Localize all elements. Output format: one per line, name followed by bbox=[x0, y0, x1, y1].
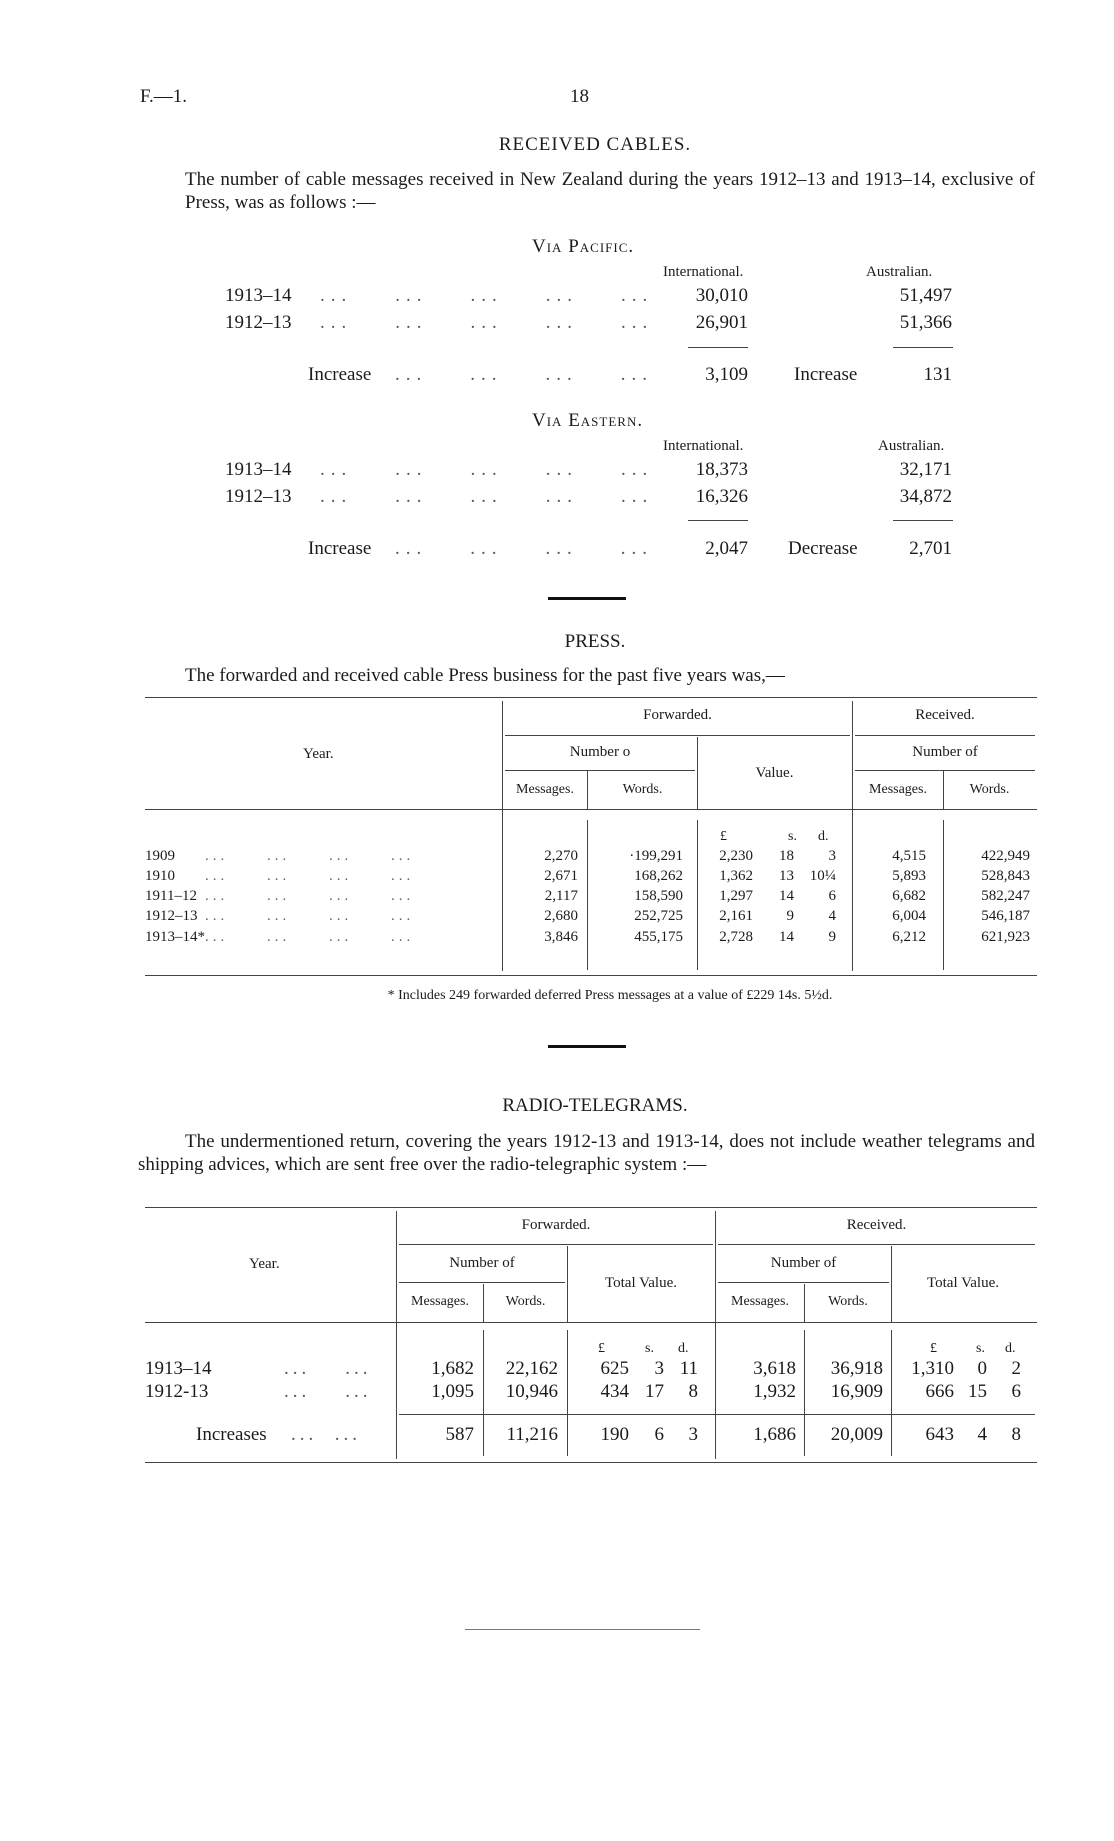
press-row-pence: 4 bbox=[828, 908, 836, 924]
radio-heading: RADIO-TELEGRAMS. bbox=[502, 1095, 688, 1116]
leader-dots: ... ... ... ... ... bbox=[320, 459, 654, 480]
radio-r-total-value-header: Total Value. bbox=[927, 1275, 999, 1291]
eastern-australian-header: Australian. bbox=[878, 438, 945, 454]
radio-total-r-messages: 1,686 bbox=[753, 1424, 796, 1445]
press-row-pounds: 1,297 bbox=[719, 888, 753, 904]
sum-rule bbox=[688, 520, 748, 521]
eastern-total-australian: 2,701 bbox=[909, 538, 952, 559]
received-cables-heading: RECEIVED CABLES. bbox=[498, 134, 692, 155]
leader-dots: ... ... ... ... ... bbox=[320, 486, 654, 507]
radio-row-r-messages: 1,932 bbox=[753, 1381, 796, 1402]
pacific-row-2-year: 1912–13 bbox=[225, 312, 292, 333]
leader-dots: ... ... bbox=[284, 1358, 372, 1379]
press-row-year: 1912–13 bbox=[145, 908, 198, 924]
eastern-international-header: International. bbox=[663, 438, 744, 454]
radio-f-pounds-unit: £ bbox=[598, 1341, 605, 1356]
eastern-row-1-australian: 32,171 bbox=[899, 459, 952, 480]
radio-row-r-messages: 3,618 bbox=[753, 1358, 796, 1379]
radio-row-f-shillings: 3 bbox=[654, 1358, 664, 1379]
press-row-shillings: 9 bbox=[786, 908, 794, 924]
press-forwarded-number-header: Number o bbox=[569, 744, 631, 760]
press-row-shillings: 18 bbox=[779, 848, 794, 864]
radio-received-number-header: Number of bbox=[770, 1255, 837, 1271]
radio-year-header: Year. bbox=[249, 1256, 280, 1272]
radio-total-f-pence: 3 bbox=[688, 1424, 698, 1445]
radio-total-label: Increases bbox=[196, 1424, 267, 1445]
pacific-row-2-australian: 51,366 bbox=[899, 312, 952, 333]
radio-received-header: Received. bbox=[846, 1217, 907, 1233]
press-row-f-messages: 3,846 bbox=[544, 929, 578, 945]
eastern-australian-change-label: Decrease bbox=[788, 538, 858, 559]
leader-dots: ... ... ... ... bbox=[205, 888, 415, 904]
press-row-year: 1910 bbox=[145, 868, 175, 884]
pacific-row-2-international: 26,901 bbox=[695, 312, 748, 333]
leader-dots: ... ... ... ... ... bbox=[320, 312, 654, 333]
radio-row-f-words: 22,162 bbox=[505, 1358, 558, 1379]
radio-total-f-words: 11,216 bbox=[506, 1424, 558, 1445]
sum-rule bbox=[893, 520, 953, 521]
radio-row-r-pence: 2 bbox=[1011, 1358, 1021, 1379]
press-row-f-messages: 2,680 bbox=[544, 908, 578, 924]
press-row-year: 1911–12 bbox=[145, 888, 197, 904]
press-row-f-words: 158,590 bbox=[634, 888, 683, 904]
press-row-pounds: 1,362 bbox=[719, 868, 753, 884]
radio-total-r-shillings: 4 bbox=[977, 1424, 987, 1445]
press-row-shillings: 14 bbox=[779, 888, 794, 904]
press-row-f-words: ·199,291 bbox=[629, 848, 683, 864]
press-year-header: Year. bbox=[303, 746, 334, 762]
radio-row-year: 1913–14 bbox=[145, 1358, 212, 1379]
press-value-header: Value. bbox=[755, 765, 794, 781]
leader-dots: ... ... ... ... bbox=[395, 364, 653, 385]
radio-r-pounds-unit: £ bbox=[930, 1341, 937, 1356]
press-row-pounds: 2,161 bbox=[719, 908, 753, 924]
eastern-total-international: 2,047 bbox=[705, 538, 748, 559]
via-pacific-heading: Via Pacific. bbox=[532, 236, 635, 257]
radio-total-r-pence: 8 bbox=[1011, 1424, 1021, 1445]
radio-row-r-shillings: 15 bbox=[968, 1381, 987, 1402]
leader-dots: ... ... bbox=[291, 1424, 361, 1445]
eastern-row-2-australian: 34,872 bbox=[899, 486, 952, 507]
radio-f-messages-header: Messages. bbox=[411, 1294, 469, 1309]
press-heading: PRESS. bbox=[564, 631, 626, 652]
leader-dots: ... ... ... ... bbox=[205, 929, 415, 945]
eastern-total-label: Increase bbox=[308, 538, 372, 559]
press-row-r-messages: 6,004 bbox=[892, 908, 926, 924]
eastern-row-2-international: 16,326 bbox=[695, 486, 748, 507]
pacific-row-1-year: 1913–14 bbox=[225, 285, 292, 306]
press-row-r-words: 528,843 bbox=[981, 868, 1030, 884]
press-pounds-unit: £ bbox=[720, 829, 727, 844]
press-row-pence: 3 bbox=[828, 848, 836, 864]
press-f-messages-header: Messages. bbox=[516, 782, 574, 797]
press-row-f-words: 168,262 bbox=[634, 868, 683, 884]
pacific-total-international: 3,109 bbox=[705, 364, 748, 385]
pacific-australian-change-label: Increase bbox=[794, 364, 858, 385]
press-shillings-unit: s. bbox=[788, 829, 797, 844]
press-row-shillings: 14 bbox=[779, 929, 794, 945]
eastern-row-1-international: 18,373 bbox=[695, 459, 748, 480]
press-received-header: Received. bbox=[915, 707, 975, 723]
leader-dots: ... ... ... ... bbox=[395, 538, 653, 559]
press-row-year: 1909 bbox=[145, 848, 175, 864]
radio-row-f-messages: 1,095 bbox=[431, 1381, 474, 1402]
press-row-r-messages: 6,682 bbox=[892, 888, 926, 904]
press-row-pence: 10¼ bbox=[809, 868, 836, 884]
radio-row-f-messages: 1,682 bbox=[431, 1358, 474, 1379]
received-cables-intro: The number of cable messages received in New Zealand during the years 1912–13 and 1913–14, exclusive of Press, was as follows :— bbox=[185, 169, 1035, 213]
press-row-year: 1913–14* bbox=[145, 929, 205, 945]
radio-r-messages-header: Messages. bbox=[731, 1294, 789, 1309]
sum-rule bbox=[893, 347, 953, 348]
press-row-pounds: 2,230 bbox=[719, 848, 753, 864]
press-r-words-header: Words. bbox=[969, 782, 1010, 797]
press-row-pence: 6 bbox=[828, 888, 836, 904]
radio-f-total-value-header: Total Value. bbox=[605, 1275, 677, 1291]
radio-row-r-pounds: 1,310 bbox=[911, 1358, 954, 1379]
radio-row-r-pence: 6 bbox=[1011, 1381, 1021, 1402]
press-row-f-messages: 2,270 bbox=[544, 848, 578, 864]
radio-f-words-header: Words. bbox=[505, 1294, 546, 1309]
press-row-r-messages: 5,893 bbox=[892, 868, 926, 884]
pacific-total-australian: 131 bbox=[923, 364, 952, 385]
press-row-r-words: 546,187 bbox=[981, 908, 1030, 924]
eastern-row-2-year: 1912–13 bbox=[225, 486, 292, 507]
leader-dots: ... ... ... ... bbox=[205, 908, 415, 924]
radio-row-f-pence: 8 bbox=[688, 1381, 698, 1402]
radio-forwarded-number-header: Number of bbox=[449, 1255, 515, 1271]
radio-total-r-words: 20,009 bbox=[830, 1424, 883, 1445]
pacific-row-1-australian: 51,497 bbox=[899, 285, 952, 306]
radio-row-r-pounds: 666 bbox=[925, 1381, 954, 1402]
leader-dots: ... ... ... ... ... bbox=[320, 285, 654, 306]
radio-total-f-messages: 587 bbox=[445, 1424, 474, 1445]
press-row-f-words: 455,175 bbox=[634, 929, 683, 945]
page-number: 18 bbox=[570, 86, 589, 107]
sum-rule bbox=[688, 347, 748, 348]
radio-r-words-header: Words. bbox=[828, 1294, 868, 1309]
page-reference: F.—1. bbox=[140, 86, 188, 107]
press-row-r-words: 422,949 bbox=[981, 848, 1030, 864]
radio-row-f-pounds: 625 bbox=[600, 1358, 629, 1379]
press-row-f-messages: 2,117 bbox=[544, 888, 578, 904]
pacific-international-header: International. bbox=[663, 264, 744, 280]
radio-row-f-pence: 11 bbox=[679, 1358, 698, 1379]
radio-row-year: 1912-13 bbox=[145, 1381, 209, 1402]
press-row-r-words: 582,247 bbox=[981, 888, 1030, 904]
radio-row-f-words: 10,946 bbox=[505, 1381, 558, 1402]
press-row-pounds: 2,728 bbox=[719, 929, 753, 945]
via-eastern-heading: Via Eastern. bbox=[532, 410, 644, 431]
pacific-australian-header: Australian. bbox=[866, 264, 933, 280]
eastern-row-1-year: 1913–14 bbox=[225, 459, 292, 480]
radio-forwarded-header: Forwarded. bbox=[521, 1217, 591, 1233]
radio-row-r-words: 16,909 bbox=[830, 1381, 883, 1402]
radio-row-r-shillings: 0 bbox=[977, 1358, 987, 1379]
leader-dots: ... ... bbox=[284, 1381, 372, 1402]
radio-row-f-pounds: 434 bbox=[600, 1381, 629, 1402]
radio-total-r-pounds: 643 bbox=[925, 1424, 954, 1445]
radio-f-pence-unit: d. bbox=[678, 1341, 689, 1356]
press-row-r-messages: 4,515 bbox=[892, 848, 926, 864]
radio-row-r-words: 36,918 bbox=[830, 1358, 883, 1379]
leader-dots: ... ... ... ... bbox=[205, 848, 415, 864]
press-row-r-messages: 6,212 bbox=[892, 929, 926, 945]
leader-dots: ... ... ... ... bbox=[205, 868, 415, 884]
press-row-pence: 9 bbox=[828, 929, 836, 945]
press-row-r-words: 621,923 bbox=[981, 929, 1030, 945]
press-f-words-header: Words. bbox=[622, 782, 663, 797]
radio-row-f-shillings: 17 bbox=[645, 1381, 664, 1402]
press-intro: The forwarded and received cable Press business for the past five years was,— bbox=[185, 665, 785, 686]
radio-r-pence-unit: d. bbox=[1005, 1341, 1016, 1356]
section-divider bbox=[548, 597, 626, 600]
radio-r-shillings-unit: s. bbox=[976, 1341, 985, 1356]
section-divider bbox=[548, 1045, 626, 1048]
radio-intro: The undermentioned return, covering the years 1912-13 and 1913-14, does not include weather telegrams and shipping advices, which are sent free over the radio-telegraphic system :— bbox=[138, 1131, 1035, 1175]
press-footnote: * Includes 249 forwarded deferred Press messages at a value of £229 14s. 5½d. bbox=[387, 988, 833, 1003]
press-pence-unit: d. bbox=[818, 829, 829, 844]
pacific-total-label: Increase bbox=[308, 364, 372, 385]
press-received-number-header: Number of bbox=[912, 744, 978, 760]
press-row-shillings: 13 bbox=[779, 868, 794, 884]
radio-f-shillings-unit: s. bbox=[645, 1341, 654, 1356]
radio-total-f-pounds: 190 bbox=[600, 1424, 629, 1445]
pacific-row-1-international: 30,010 bbox=[695, 285, 748, 306]
press-row-f-words: 252,725 bbox=[634, 908, 683, 924]
end-rule bbox=[465, 1629, 700, 1630]
radio-total-f-shillings: 6 bbox=[654, 1424, 664, 1445]
press-r-messages-header: Messages. bbox=[869, 782, 927, 797]
press-forwarded-header: Forwarded. bbox=[643, 707, 712, 723]
press-row-f-messages: 2,671 bbox=[544, 868, 578, 884]
